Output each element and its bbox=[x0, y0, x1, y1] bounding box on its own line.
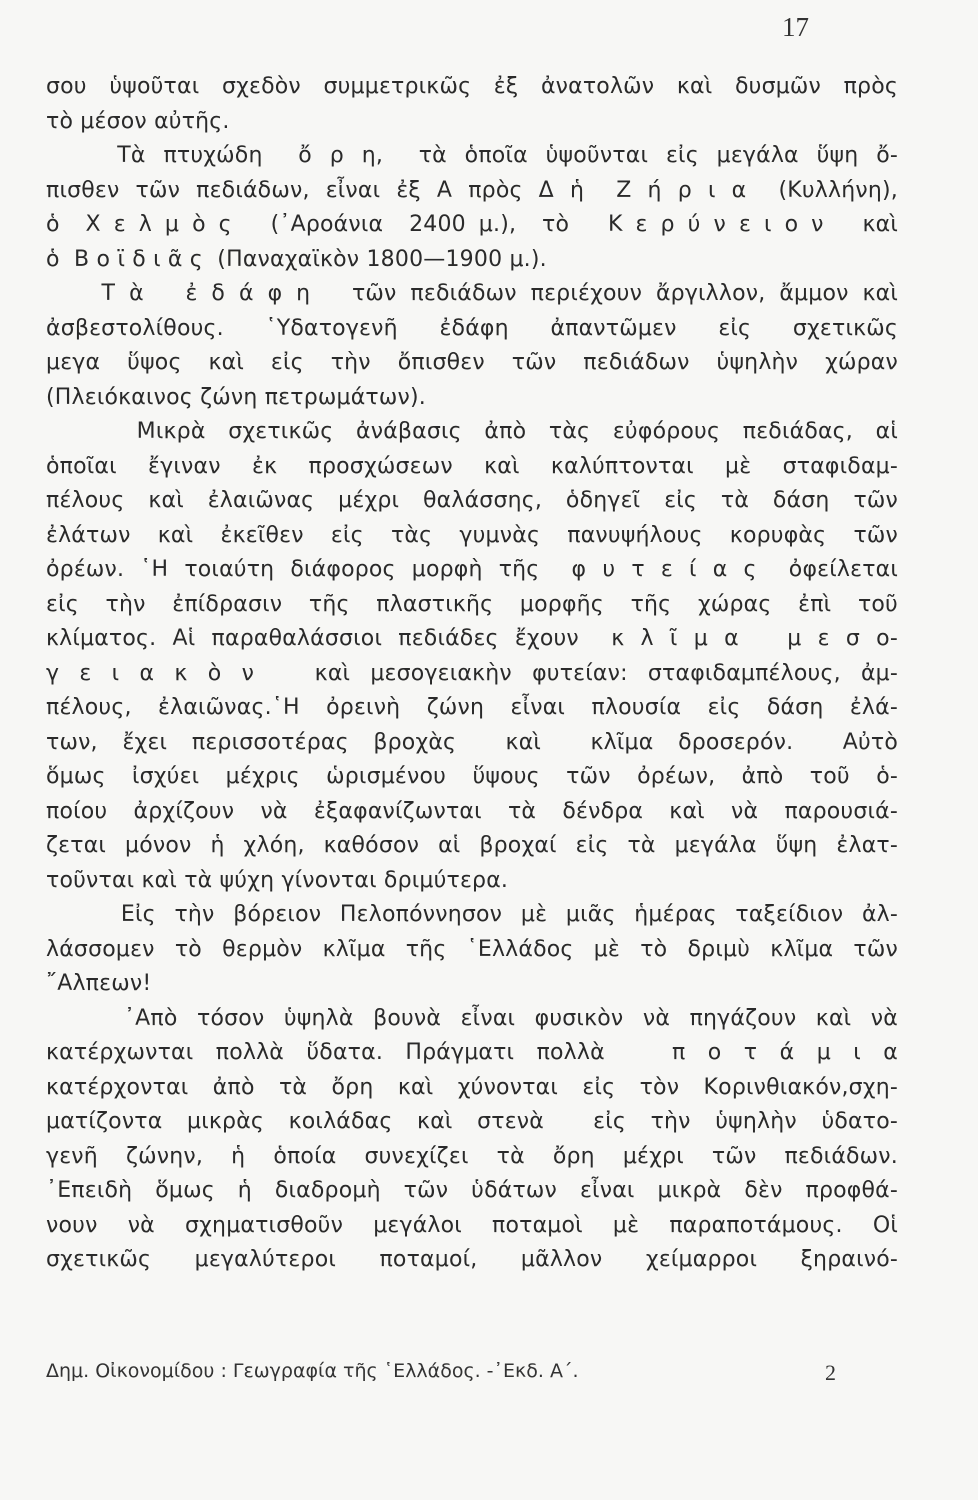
text-line: ζεται μόνον ἡ χλόη, καθόσον αἱ βροχαί εἰς τὰ μεγάλα ὕψη ἐλατ- bbox=[46, 833, 898, 858]
text-line: ὀρέων. ῾Η τοιαύτη διάφορος μορφὴ τῆς φ υ τ ε ί α ς ὀφείλεται bbox=[46, 557, 898, 582]
footer bbox=[46, 1360, 836, 1386]
text-line: ὁ Χ ε λ μ ὸ ς (᾿Αροάνια 2400 μ.), τὸ Κ ε ρ ύ ν ε ι ο ν καὶ bbox=[46, 212, 898, 237]
text-line: Τ ὰ ἐ δ ά φ η τῶν πεδιάδων περιέχουν ἄργιλλον, ἄμμον καὶ bbox=[46, 281, 898, 306]
text-line: Εἰς τὴν βόρειον Πελοπόννησον μὲ μιᾶς ἡμέρας ταξείδιον ἀλ- bbox=[46, 902, 898, 927]
text-line: νουν νὰ σχηματισθοῦν μεγάλοι ποταμοὶ μὲ παραποτάμους. Οἱ bbox=[46, 1212, 898, 1238]
text-line: πέλους καὶ ἐλαιῶνας μέχρι θαλάσσης, ὁδηγεῖ εἰς τὰ δάση τῶν bbox=[46, 488, 898, 513]
text-line: Τὰ πτυχώδη ὄ ρ η, τὰ ὁποῖα ὑψοῦνται εἰς μεγάλα ὕψη ὄ- bbox=[46, 143, 898, 168]
text-line: ποίου ἀρχίζουν νὰ ἐξαφανίζωνται τὰ δένδρα καὶ νὰ παρουσιά- bbox=[46, 798, 898, 824]
text-line: κατέρχωνται πολλὰ ὕδατα. Πράγματι πολλὰ π ο τ ά μ ι α bbox=[46, 1040, 898, 1065]
text-line: ὁποῖαι ἔγιναν ἐκ προσχώσεων καὶ καλύπτονται μὲ σταφιδαμ- bbox=[46, 453, 898, 479]
text-line: τὸ μέσον αὐτῆς. bbox=[46, 108, 230, 134]
text-line: (Πλειόκαινος ζώνη πετρωμάτων). bbox=[46, 384, 426, 410]
signature-number: 2 bbox=[825, 1360, 836, 1385]
text-line: εἰς τὴν ἐπίδρασιν τῆς πλαστικῆς μορφῆς τῆς χώρας ἐπὶ τοῦ bbox=[46, 591, 898, 617]
text-line: ματίζοντα μικρὰς κοιλάδας καὶ στενὰ εἰς τὴν ὑψηλὴν ὑδατο- bbox=[46, 1109, 898, 1134]
text-line: ᾿Απὸ τόσον ὑψηλὰ βουνὰ εἶναι φυσικὸν νὰ πηγάζουν καὶ νὰ bbox=[46, 1005, 898, 1031]
text-line: ἀσβεστολίθους. ῾Υδατογενῆ ἐδάφη ἀπαντῶμεν εἰς σχετικῶς bbox=[46, 315, 898, 341]
text-line: κλίματος. Αἱ παραθαλάσσιοι πεδιάδες ἔχουν κ λ ῖ μ α μ ε σ ο- bbox=[46, 626, 898, 651]
page-number: 17 bbox=[782, 12, 809, 42]
text-line: πισθεν τῶν πεδιάδων, εἶναι ἐξ Α πρὸς Δ ἡ Ζ ή ρ ι α (Κυλλήνη), bbox=[46, 177, 898, 203]
text-line: ῎Αλπεων! bbox=[46, 971, 152, 996]
body-text bbox=[46, 70, 898, 1278]
text-line: γ ε ι α κ ὸ ν καὶ μεσογειακὴν φυτείαν: σταφιδαμπέλους, ἀμ- bbox=[46, 660, 898, 686]
text-line: τοῦνται καὶ τὰ ψύχη γίνονται δριμύτερα. bbox=[46, 867, 509, 893]
text-line: των, ἔχει περισσοτέρας βροχὰς καὶ κλῖμα δροσερόν. Αὐτὸ bbox=[46, 729, 898, 755]
text-line: πέλους, ἐλαιῶνας.῾Η ὀρεινὴ ζώνη εἶναι πλουσία εἰς δάση ἐλά- bbox=[46, 695, 898, 720]
footer-citation: Δημ. Οἰκονομίδου : Γεωγραφία τῆς ῾Ελλάδος. -᾿Εκδ. Α΄. bbox=[46, 1360, 579, 1382]
text-line: σου ὑψοῦται σχεδὸν συμμετρικῶς ἐξ ἀνατολῶν καὶ δυσμῶν πρὸς bbox=[46, 74, 898, 99]
text-line: γενῆ ζώνην, ἡ ὁποία συνεχίζει τὰ ὄρη μέχρι τῶν πεδιάδων. bbox=[46, 1143, 898, 1169]
text-line: σχετικῶς μεγαλύτεροι ποταμοί, μᾶλλον χείμαρροι ξηραινό- bbox=[46, 1247, 898, 1272]
text-line: μεγα ὕψος καὶ εἰς τὴν ὄπισθεν τῶν πεδιάδων ὑψηλὴν χώραν bbox=[46, 350, 898, 375]
text-line: ἐλάτων καὶ ἐκεῖθεν εἰς τὰς γυμνὰς πανυψήλους κορυφὰς τῶν bbox=[46, 522, 898, 548]
text-line: λάσσομεν τὸ θερμὸν κλῖμα τῆς ῾Ελλάδος μὲ τὸ δριμὺ κλῖμα τῶν bbox=[46, 936, 898, 962]
text-line: ὅμως ἰσχύει μέχρις ὡρισμένου ὕψους τῶν ὀρέων, ἀπὸ τοῦ ὁ- bbox=[46, 764, 898, 789]
text-line: κατέρχονται ἀπὸ τὰ ὄρη καὶ χύνονται εἰς τὸν Κορινθιακόν,σχη- bbox=[46, 1074, 898, 1100]
text-line: Μικρὰ σχετικῶς ἀνάβασις ἀπὸ τὰς εὐφόρους πεδιάδας, αἱ bbox=[46, 419, 898, 444]
text-line: ὁ Β ο ϊ δ ι ᾶ ς (Παναχαϊκὸν 1800—1900 μ.). bbox=[46, 246, 547, 272]
text-line: ᾿Επειδὴ ὅμως ἡ διαδρομὴ τῶν ὑδάτων εἶναι μικρὰ δὲν προφθά- bbox=[46, 1178, 898, 1203]
